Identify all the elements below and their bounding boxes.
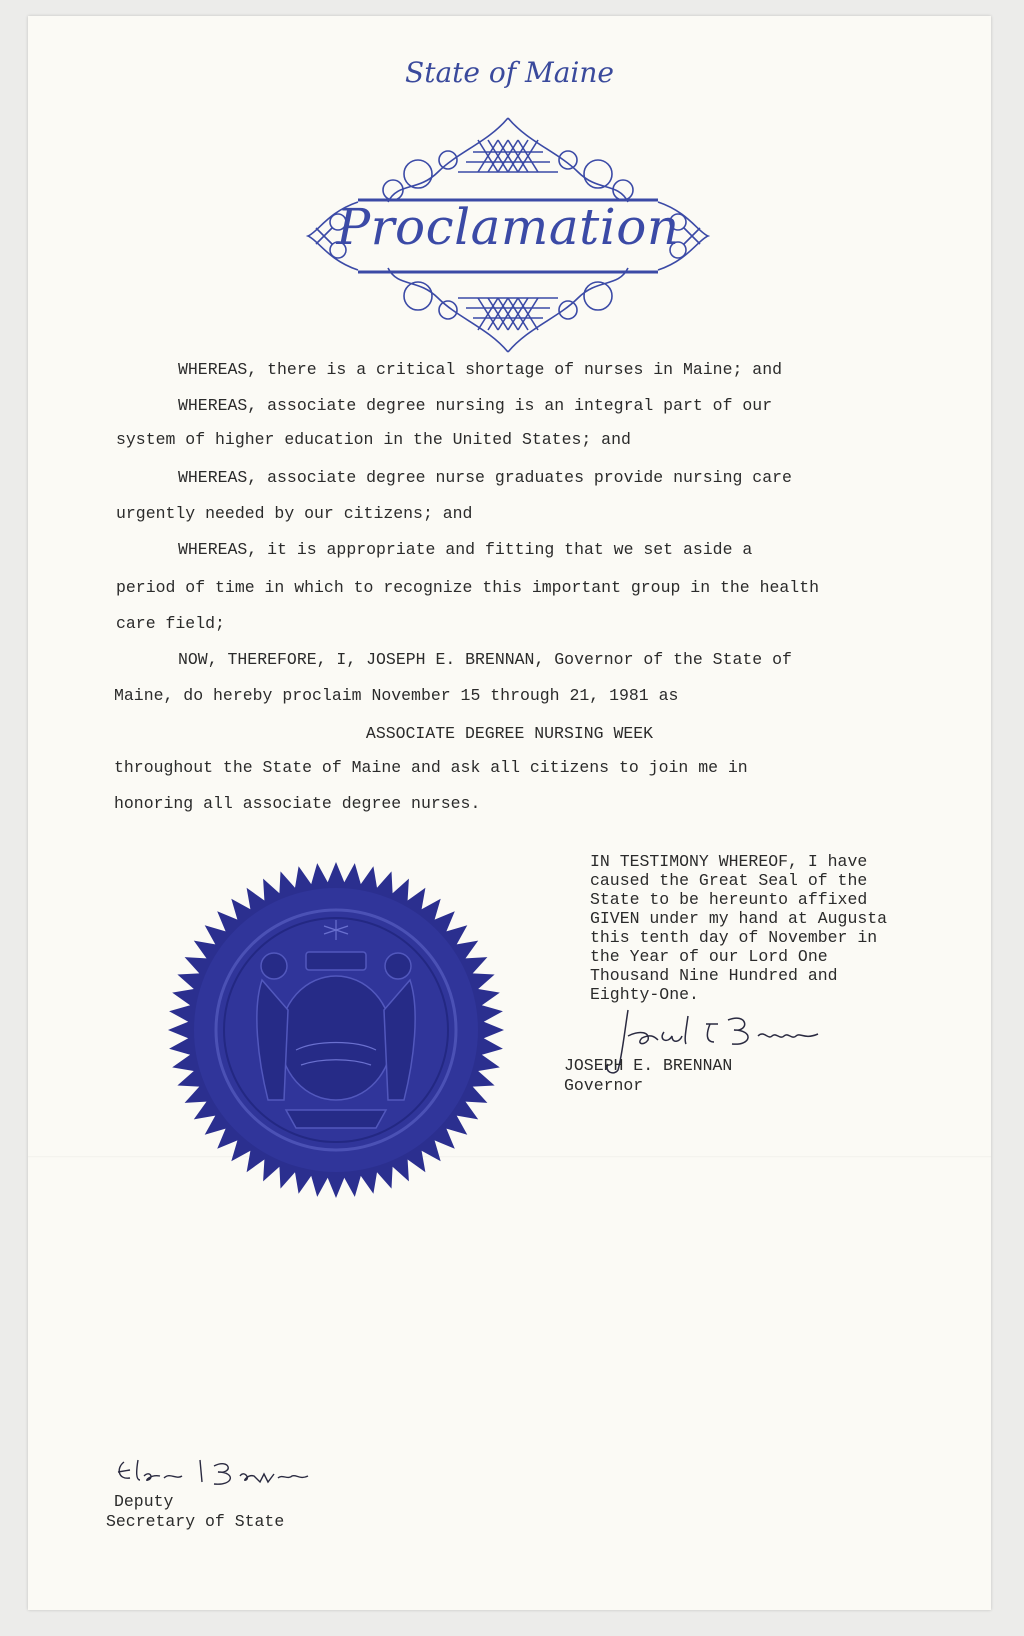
body-line: Maine, do hereby proclaim November 15 through 21, 1981 as — [114, 686, 679, 705]
body-line: WHEREAS, associate degree nurse graduates provide nursing care — [178, 468, 792, 487]
great-seal-icon — [166, 860, 506, 1200]
body-line: system of higher education in the United States; and — [116, 430, 631, 449]
body-line: WHEREAS, associate degree nursing is an integral part of our — [178, 396, 773, 415]
governor-name: JOSEPH E. BRENNAN — [564, 1056, 733, 1075]
closing-line: throughout the State of Maine and ask all citizens to join me in — [114, 758, 748, 777]
testimony-line: Thousand Nine Hundred and — [590, 966, 838, 985]
testimony-line: State to be hereunto affixed — [590, 890, 868, 909]
testimony-line: Eighty-One. — [590, 985, 699, 1004]
testimony-line: GIVEN under my hand at Augusta — [590, 909, 888, 928]
testimony-line: this tenth day of November in — [590, 928, 878, 947]
body-line: urgently needed by our citizens; and — [116, 504, 473, 523]
deputy-title-line1: Deputy — [114, 1492, 174, 1511]
proclamation-title: Proclamation — [336, 198, 680, 256]
body-line: WHEREAS, it is appropriate and fitting that we set aside a — [178, 540, 753, 559]
testimony-line: IN TESTIMONY WHEREOF, I have — [590, 852, 868, 871]
body-line: period of time in which to recognize this important group in the health — [116, 578, 820, 597]
testimony-line: the Year of our Lord One — [590, 947, 828, 966]
proclamation-ornament — [298, 112, 718, 358]
closing-line: honoring all associate degree nurses. — [114, 794, 481, 813]
body-line: care field; — [116, 614, 225, 633]
testimony-block — [590, 852, 887, 1004]
state-heading: State of Maine — [405, 56, 614, 89]
deputy-title-line2: Secretary of State — [106, 1512, 285, 1531]
proclaimed-week: ASSOCIATE DEGREE NURSING WEEK — [365, 724, 654, 743]
deputy-signature — [110, 1454, 310, 1494]
proclamation-document — [28, 16, 991, 1610]
deputy-block — [106, 1492, 284, 1532]
testimony-line: caused the Great Seal of the — [590, 871, 868, 890]
governor-title: Governor — [564, 1076, 644, 1095]
governor-block — [564, 1056, 732, 1096]
body-line: WHEREAS, there is a critical shortage of nurses in Maine; and — [178, 360, 782, 379]
body-line: NOW, THEREFORE, I, JOSEPH E. BRENNAN, Governor of the State of — [178, 650, 792, 669]
